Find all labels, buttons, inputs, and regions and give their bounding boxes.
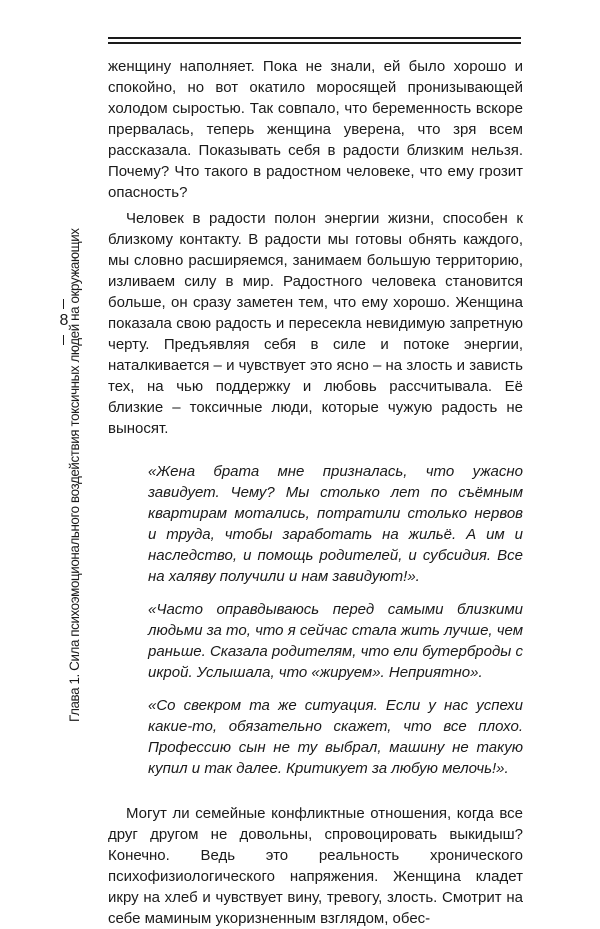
paragraph: женщину наполняет. Пока не знали, ей было хорошо и спокойно, но вот окатило моросящей пронизывающей холодом сыростью. Так совпало, что беременность вскоре прервалась, теперь женщина уверена, что зря всем рассказала. Показывать себя в радости близким нельзя. Почему? Что такого в радостном человеке, что ему грозит опасность? bbox=[108, 58, 523, 201]
page-body bbox=[108, 56, 523, 929]
page-number-tick-bottom bbox=[63, 335, 64, 345]
paragraph: Человек в радости полон энергии жизни, способен к близкому контакту. В радости мы готовы обнять каждого, мы словно расширяемся, занимаем большую территорию, изливаем силу в мир. Радостного человека становится больше, он сразу заметен тем, что ему хорошо. Женщина показала свою радость и пересекла невидимую запретную черту. Предъявляя себя в силе и потоке энергии, наталкивается – и чувствует это ясно – на злость и зависть тех, на чью поддержку и любовь рассчитывала. Её близкие – токсичные люди, которые чужую радость не выносят. bbox=[108, 210, 523, 437]
header-rule-bottom bbox=[108, 42, 521, 44]
quote: «Жена брата мне призналась, что ужасно завидует. Чему? Мы столько лет по съёмным квартирам мотались, потратили столько нервов и труда, чтобы заработать на жильё. А им и наследство, и помощь родителей, и субсидия. Все на халяву получили и нам завидуют!». bbox=[148, 463, 523, 585]
quote: «Со свекром та же ситуация. Если у нас успехи какие-то, обязательно скажет, что все плохо. Профессию сын не ту выбрал, машину не такую купил и так далее. Критикует за любую мелочь!». bbox=[148, 697, 523, 777]
quote-block bbox=[148, 461, 523, 779]
chapter-running-title: Глава 1. Сила психоэмоционального воздействия токсичных людей на окружающих bbox=[67, 228, 82, 722]
paragraph: Могут ли семейные конфликтные отношения, когда все друг другом не довольны, спровоцировать выкидыш? Конечно. Ведь это реальность хронического психофизиологического напряжения. Женщина кладет икру на хлеб и чувствует вину, тревогу, злость. Смотрит на себе маминым укоризненным взглядом, обес- bbox=[108, 805, 523, 927]
page-number: 8 bbox=[59, 312, 69, 329]
page-number-tick-top bbox=[63, 299, 64, 309]
header-rule-top bbox=[108, 37, 521, 39]
quote: «Часто оправдываюсь перед самыми близкими людьми за то, что я сейчас стала жить лучше, чем раньше. Сказала родителям, что ели бутерброды с икрой. Услышала, что «жируем». Неприятно». bbox=[148, 601, 523, 681]
